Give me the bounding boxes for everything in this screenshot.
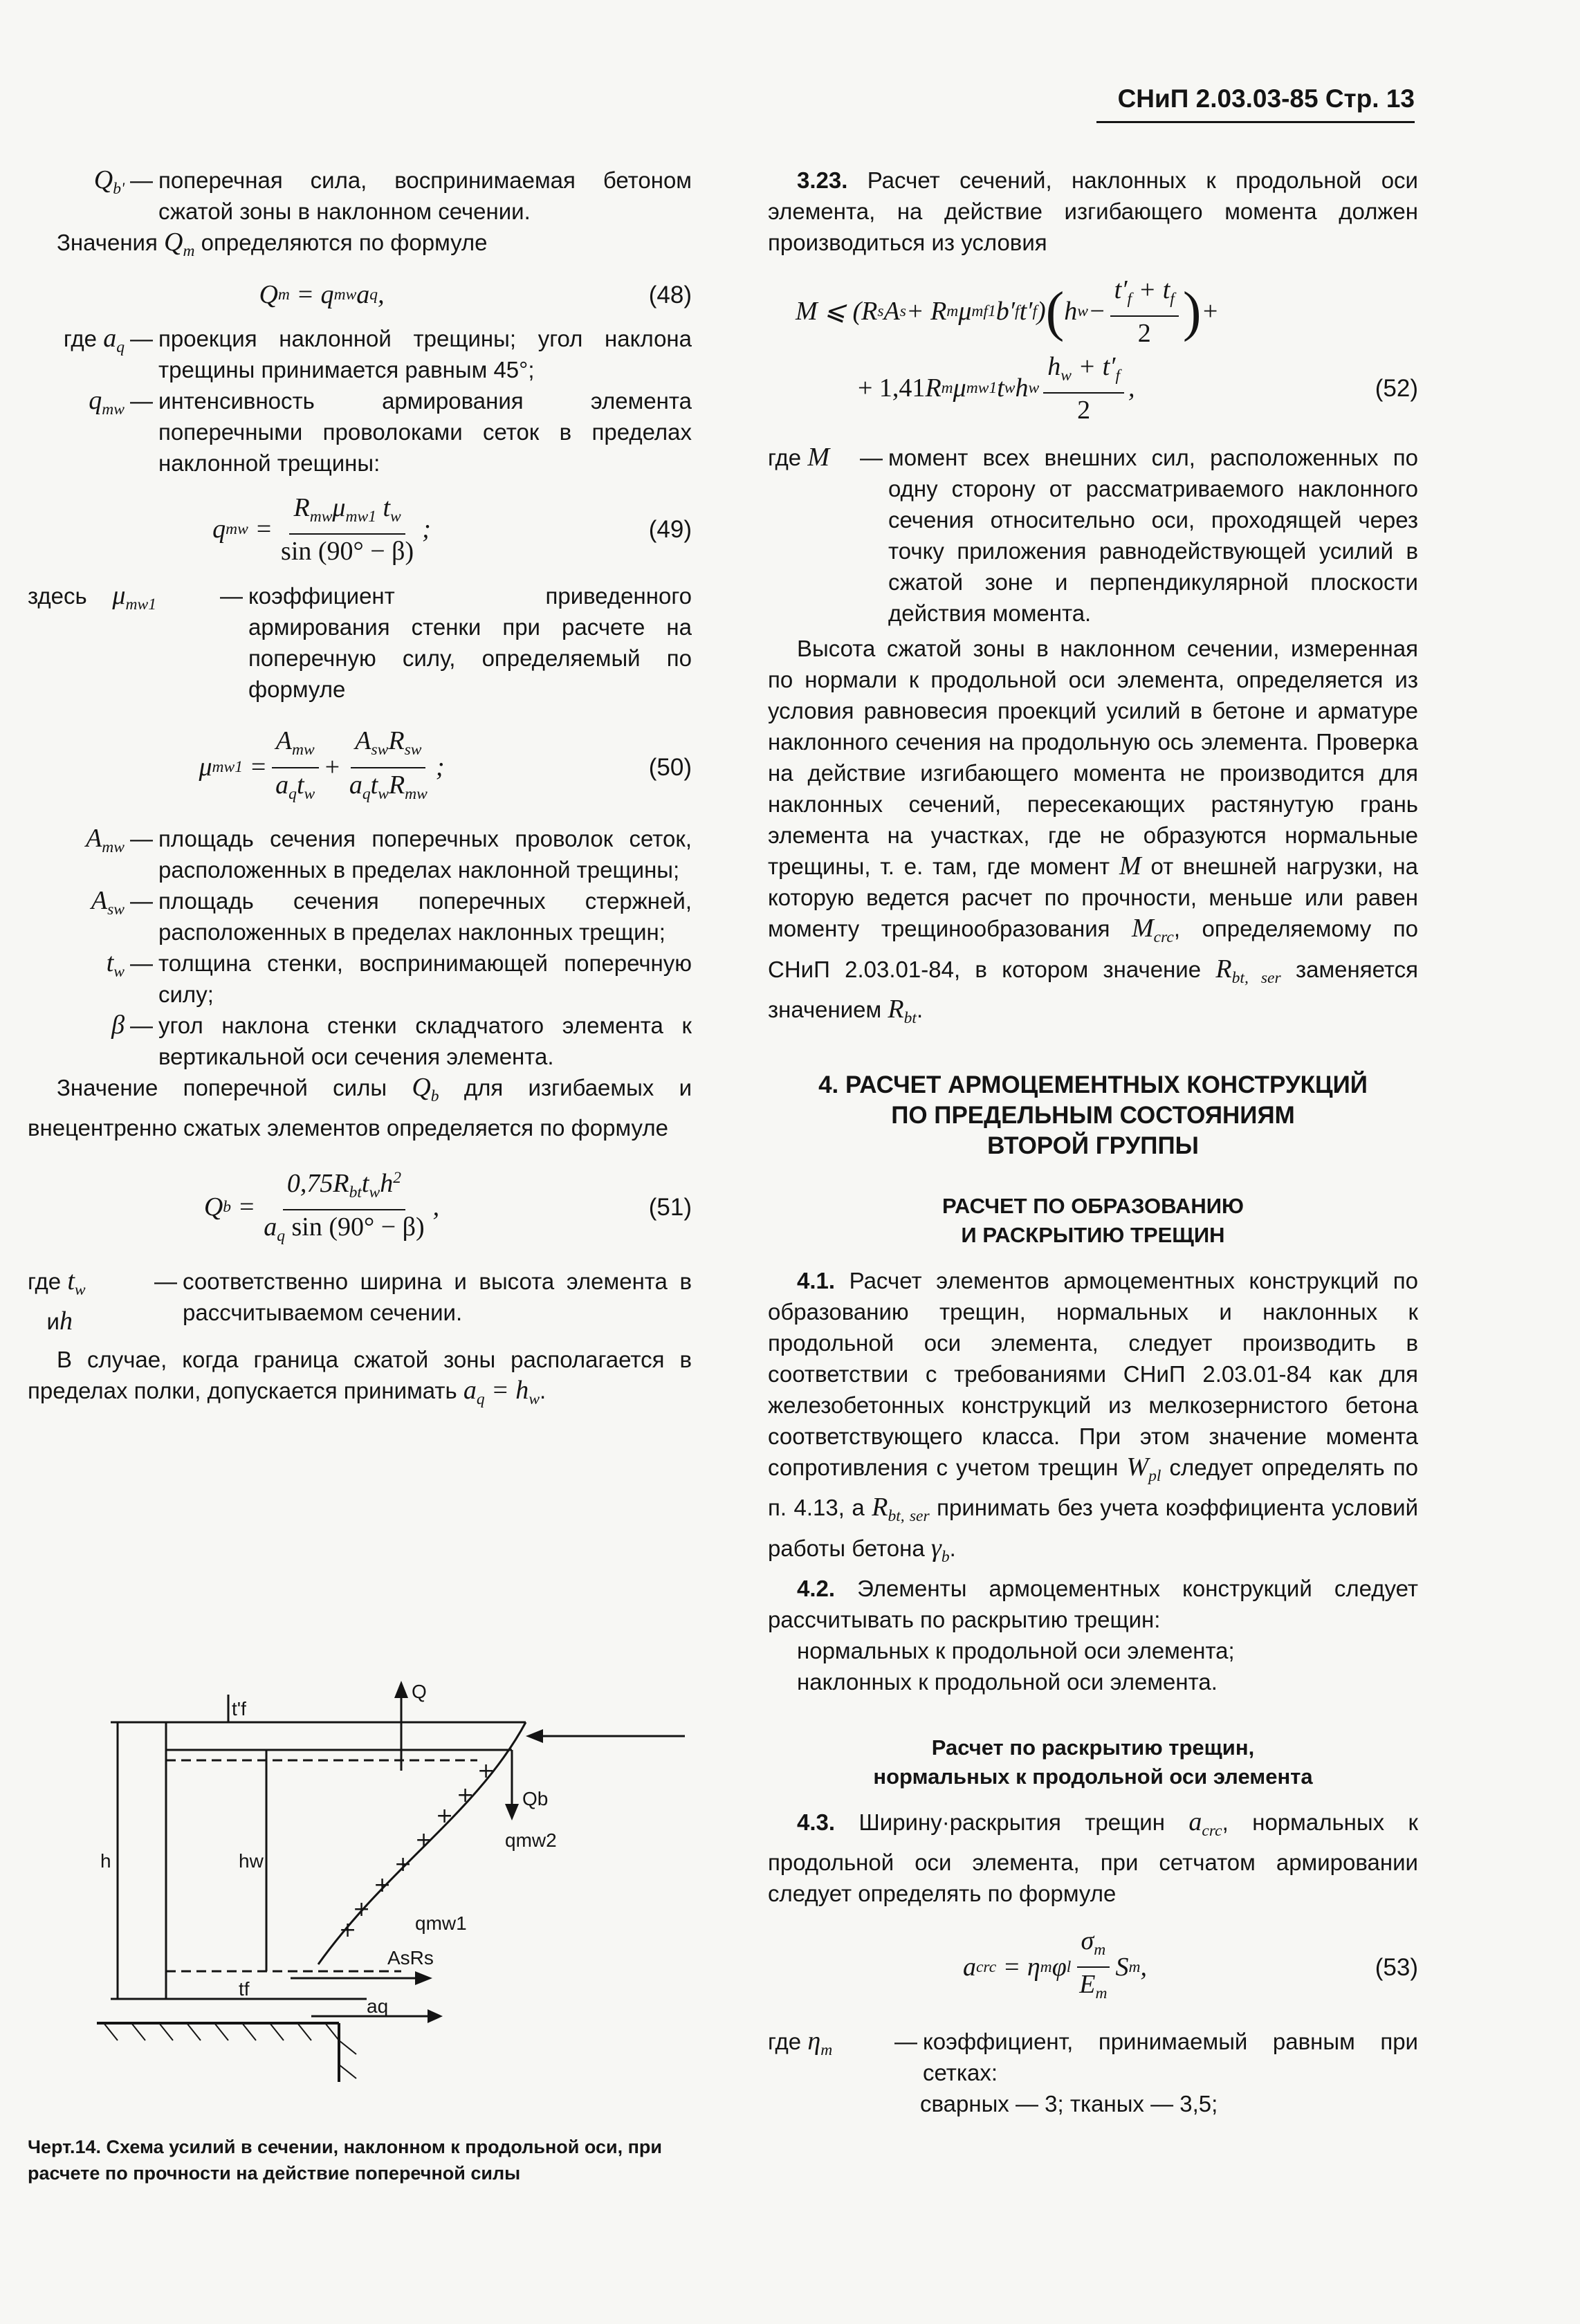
- definition-asw: $A_{sw}$ — площадь сечения поперечных стержней, расположенных в пределах наклонных трещин;: [91, 885, 692, 945]
- definition-amw: $A_{mw}$ — площадь сечения поперечных проволок сеток, расположенных в пределах наклонной трещины;: [86, 823, 692, 883]
- definition-eta: где $\eta_m$ — коэффициент, принимаемый равным при сетках:: [768, 2026, 1418, 2085]
- eta-values: сварных — 3; тканых — 3,5;: [920, 2090, 1218, 2116]
- label-asrs: AsRs: [387, 1947, 434, 1968]
- label-q: Q: [412, 1681, 427, 1702]
- left-column: [28, 165, 692, 1415]
- equation-number: (48): [648, 282, 692, 309]
- subheading-normal-cracks: Расчет по раскрытию трещин, нормальных к продольной оси элемента: [873, 1735, 1313, 1789]
- list-item: наклонных к продольной оси элемента.: [797, 1668, 1218, 1695]
- page-header: СНиП 2.03.03-85 Стр. 13: [1096, 83, 1415, 123]
- label-qmw2: qmw2: [505, 1829, 557, 1851]
- label-qb: Qb: [522, 1788, 549, 1809]
- label-h: h: [100, 1850, 111, 1872]
- label-tf-bottom: tf: [239, 1978, 250, 2000]
- figure-caption: Черт.14. Схема усилий в сечении, наклонном к продольной оси, при расчете по прочности на действие поперечной силы: [28, 2137, 663, 2184]
- svg-text:+: +: [339, 1918, 357, 1942]
- label-aq: aq: [367, 1995, 389, 2017]
- definition-beta: β — угол наклона стенки складчатого элемента к вертикальной оси сечения элемента.: [111, 1010, 692, 1069]
- label-hw: hw: [239, 1850, 264, 1872]
- subheading-cracking: РАСЧЕТ ПО ОБРАЗОВАНИЮ И РАСКРЫТИЮ ТРЕЩИН: [942, 1194, 1244, 1248]
- right-column: [768, 165, 1418, 2119]
- force-scheme-svg: [90, 1639, 685, 2082]
- formula-48: Q m = q mw a q , (48): [259, 280, 692, 310]
- formula-49: q mw = $\frac{R_{mw}\mu_{mw1} t_w}{\sin (90^\circ - \beta)}$ ; (49): [28, 491, 692, 568]
- paragraph-4-1: 4.1. Расчет элементов армоцементных конструкций по образованию трещин, нормальных и наклонных к продольной оси элемента, следует производить в соответствии с требованиями СНиП 2.03.01-84 как для железобетонных конструкций из мелкозернистого бетона соответствующего класса. При этом значение момента сопротивления с учетом трещин $W_{pl}$ следует определять по п. 4.13, а $R_{bt, ser}$ принимать без учета коэффициента условий работы бетона $\gamma_b$.: [768, 1268, 1419, 1566]
- equation-number: (50): [648, 754, 692, 782]
- paragraph-4-3: 4.3. Ширину·раскрытия трещин $a_{crc}$, нормальных к продольной оси элемента, при сетчатом армировании следует определять по формуле: [768, 1807, 1418, 1907]
- qm-intro: Значения $Q_m$ определяются по формуле: [57, 228, 488, 261]
- equation-number: (49): [648, 516, 692, 544]
- equation-number: (52): [1375, 375, 1418, 403]
- svg-text:+: +: [374, 1873, 392, 1897]
- figure-14-diagram: [90, 1639, 685, 2082]
- paragraph-4-2: 4.2. Элементы армоцементных конструкций следует рассчитывать по раскрытию трещин:: [768, 1575, 1418, 1632]
- list-item: нормальных к продольной оси элемента;: [797, 1637, 1235, 1663]
- definition-mu: здесь $\mu_{mw1}$ — коэффициент приведенного армирования стенки при расчете на поперечную силу, определяемый по формуле: [28, 581, 692, 703]
- height-paragraph: Высота сжатой зоны в наклонном сечении, измеренная по нормали к продольной оси элемента, определяется из условия равновесия проекций усилий в бетоне и арматуре наклонного сечения на продольную ось элемента. Проверка на действие изгибающего момента не производится для наклонных сечений, пересекающих растянутую грань элемента на участках, где не образуются нормальные трещины, т. е. там, где момент M от внешней нагрузки, на которую ведется расчет по прочности, меньше или равен моменту трещинообразования $M_{crc}$, определяемому по СНиП 2.03.01-84, в котором значение $R_{bt, ser}$ заменяется значением $R_{bt}$.: [768, 636, 1419, 1028]
- svg-text:+: +: [436, 1804, 454, 1828]
- case-paragraph: В случае, когда граница сжатой зоны располагается в пределах полки, допускается принимать $a_q = h_w$.: [28, 1346, 692, 1409]
- svg-text:+: +: [415, 1828, 433, 1852]
- formula-50: μ mw1 = $\frac{A_{mw}}{a_qt_w}$ + $\frac{A_{sw}R_{sw}}{a_qt_wR_{mw}}$ ; (50): [28, 724, 692, 810]
- definition-qmw: $q_{mw}$ — интенсивность армирования элемента поперечными проволоками сеток в пределах наклонной трещины:: [89, 386, 692, 477]
- svg-text:+: +: [394, 1852, 412, 1876]
- qb-intro: Значение поперечной силы $Q_b$ для изгибаемых и внецентренно сжатых элементов определяется по формуле: [28, 1072, 692, 1141]
- svg-text:+: +: [353, 1897, 371, 1921]
- definition-tw: $t_w$ — толщина стенки, воспринимающей поперечную силу;: [106, 948, 692, 1007]
- formula-52: M ⩽ (R s A s + R m μ mf1 b′ f t′ f ) ( h w − $\frac{t'_f + t_f}{2}$ ) + + 1,41 R m μ mw1 t w h w $\frac{h_w + t'_f}{2}$ , (52): [768, 273, 1418, 427]
- formula-51: Q b = $\frac{0,75R_{bt}t_wh^2}{a_q \sin (90^\circ - \beta)}$ , (51): [28, 1161, 692, 1253]
- equation-number: (53): [1375, 1953, 1418, 1981]
- definition-qb: $Q_{b'}$ — поперечная сила, воспринимаемая бетоном сжатой зоны в наклонном сечении.: [93, 165, 692, 224]
- label-qmw1: qmw1: [415, 1912, 467, 1934]
- svg-text:+: +: [477, 1759, 495, 1783]
- definition-m: где M — момент всех внешних сил, расположенных по одну сторону от рассматриваемого наклонного сечения относительно оси, проходящей через точку приложения равнодействующей усилий в сжатой зоне и перпендикулярной плоскости действия момента.: [768, 443, 1418, 627]
- svg-text:+: +: [457, 1783, 475, 1807]
- section-4-heading: 4. РАСЧЕТ АРМОЦЕМЕНТНЫХ КОНСТРУКЦИЙ ПО ПРЕДЕЛЬНЫМ СОСТОЯНИЯМ ВТОРОЙ ГРУППЫ: [818, 1071, 1368, 1160]
- definition-aq: где $a_q$ — проекция наклонной трещины; угол наклона трещины принимается равным 45°;: [63, 324, 692, 383]
- paragraph-3-23: 3.23. Расчет сечений, наклонных к продольной оси элемента, на действие изгибающего момента должен производиться из условия: [768, 167, 1418, 255]
- formula-53: a crc = η m φ l $\frac{\sigma_m}{E_m}$ S m , (53): [768, 1924, 1418, 2010]
- label-tf: t'f: [232, 1698, 246, 1719]
- equation-number: (51): [648, 1193, 692, 1221]
- definition-tw-h: где $t_w$ иh — соответственно ширина и высота элемента в рассчитываемом сечении.: [28, 1266, 692, 1336]
